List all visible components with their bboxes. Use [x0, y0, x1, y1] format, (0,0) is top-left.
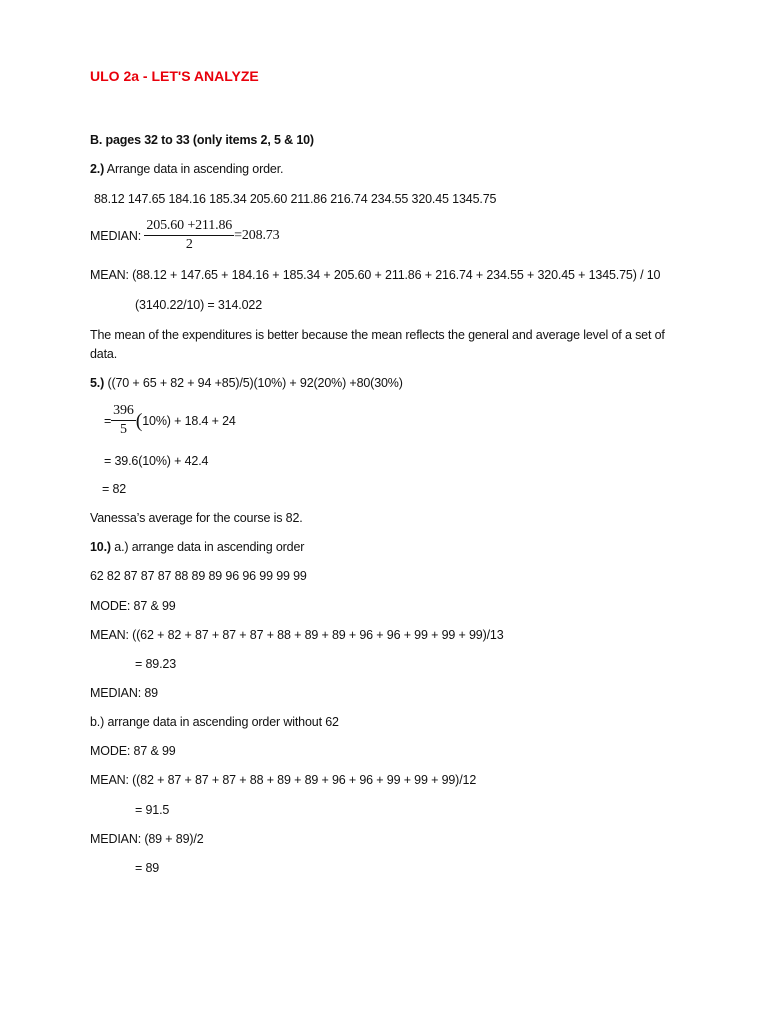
item10-number: 10.): [90, 540, 111, 554]
item10-mode-b: MODE: 87 & 99: [90, 744, 176, 758]
item2-number: 2.): [90, 162, 105, 176]
item2-median-label: MEDIAN:: [90, 228, 142, 243]
item10-part-a: [90, 539, 304, 555]
item10-part-a-text: a.) arrange data in ascending order: [110, 540, 305, 554]
item5-step3: = 82: [102, 482, 127, 496]
item10-mean-b: MEAN: ((82 + 87 + 87 + 87 + 88 + 89 + 89 + 96 + 96 + 99 + 99 + 99)/12: [90, 773, 477, 787]
item10-mean-a-result: = 89.23: [135, 657, 177, 671]
item10-median-b-result: = 89: [135, 861, 160, 875]
item10-mean-b-result: = 91.5: [135, 803, 170, 817]
item5-number: 5.): [90, 376, 105, 390]
item2-data: 88.12 147.65 184.16 185.34 205.60 211.86 216.74 234.55 320.45 1345.75: [94, 192, 497, 206]
item10-median-a: MEDIAN: 89: [90, 686, 158, 700]
item10-mode-a: MODE: 87 & 99: [90, 599, 176, 613]
item5-fraction-numerator: 396: [111, 403, 136, 421]
item2-median-result: =208.73: [234, 227, 280, 243]
item5-expression: [90, 375, 403, 391]
item10-mean-a: MEAN: ((62 + 82 + 87 + 87 + 87 + 88 + 89 + 89 + 96 + 96 + 99 + 99 + 99)/13: [90, 628, 504, 642]
item5-conclusion: Vanessa’s average for the course is 82.: [90, 511, 303, 525]
item2-conclusion: The mean of the expenditures is better because the mean reflects the general and average level of a set of data.: [90, 328, 665, 361]
item5-fraction-denominator: 5: [120, 422, 127, 437]
item2-median-fraction: [144, 218, 234, 253]
item5-step1-rest: 10%) + 18.4 + 24: [142, 413, 236, 428]
item5-expression-text: ((70 + 65 + 82 + 94 +85)/5)(10%) + 92(20%) +80(30%): [104, 376, 403, 390]
item2-median-denominator: 2: [185, 237, 193, 252]
item2-mean: MEAN: (88.12 + 147.65 + 184.16 + 185.34 + 205.60 + 211.86 + 216.74 + 234.55 + 320.45 + 1345.75) / 10: [90, 268, 661, 282]
item2-instruction-text: Arrange data in ascending order.: [104, 162, 284, 176]
item5-step1-equals: =: [104, 413, 112, 428]
item5-open-paren: (: [135, 409, 143, 432]
item5-step2: = 39.6(10%) + 42.4: [104, 454, 209, 468]
section-heading: B. pages 32 to 33 (only items 2, 5 & 10): [90, 133, 314, 147]
item10-median-b: MEDIAN: (89 + 89)/2: [90, 832, 204, 846]
item2-median: [90, 218, 280, 253]
item10-part-b: b.) arrange data in ascending order without 62: [90, 715, 339, 729]
item2-median-numerator: 205.60 +211.86: [144, 218, 234, 236]
item5-step1: [104, 403, 236, 438]
document-title: ULO 2a - LET'S ANALYZE: [90, 68, 259, 84]
item10-data-a: 62 82 87 87 87 88 89 89 96 96 99 99 99: [90, 569, 307, 583]
item2-mean-result: (3140.22/10) = 314.022: [135, 298, 263, 312]
item2-instruction: [90, 161, 283, 177]
item5-fraction: [111, 403, 136, 438]
